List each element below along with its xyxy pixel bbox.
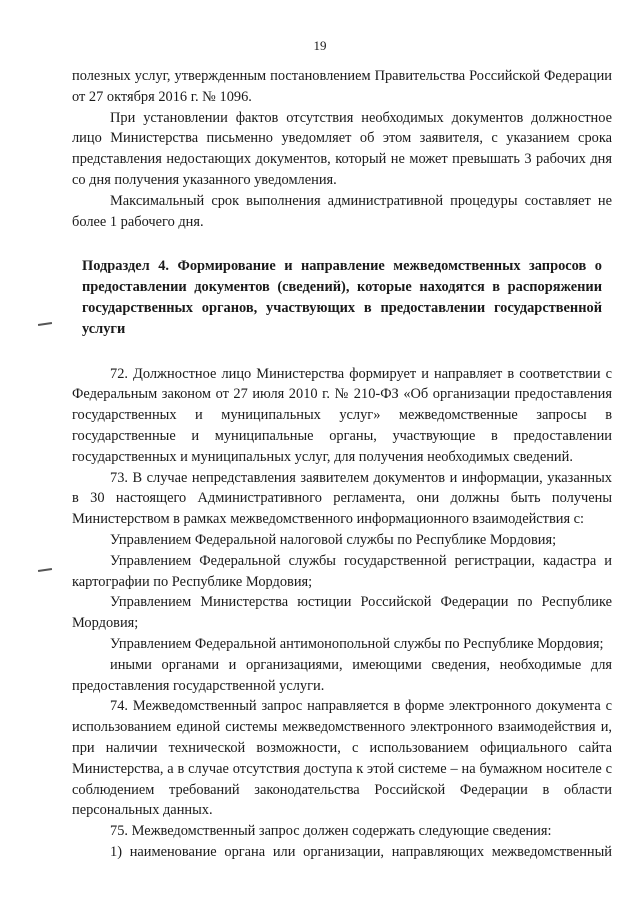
section-heading: Подраздел 4. Формирование и направление межведомственных запросов о предоставлении документов (сведений), которые находятся в распоряжении государственных органов, участвующих в предоставлении государственной услуги (82, 258, 602, 337)
list-item: Управлением Федеральной службы государственной регистрации, кадастра и картографии по Республике Мордовия; (72, 552, 612, 590)
page-number: 19 (313, 38, 327, 53)
paragraph: 74. Межведомственный запрос направляется в форме электронного документа с использованием единой системы межведомственного электронного взаимодействия и, при наличии технической возможности, с использованием официального сайта Министерства, а в случае отсутствия доступа к этой системе – на бумажном носителе с соблюдением требований законодательства Российской Федерации в области персональных данных. (72, 698, 612, 819)
paragraph: 72. Должностное лицо Министерства формирует и направляет в соответствии с Федеральным законом от 27 июля 2010 г. № 210-ФЗ «Об организации предоставления государственных и муниципальных услуг» межведомственные запросы в государственные и муниципальные органы, участвующие в предоставлении государственных и муниципальных услуг, для получения необходимых сведений. (72, 365, 612, 465)
margin-mark (38, 568, 52, 572)
paragraph: При установлении фактов отсутствия необходимых документов должностное лицо Министерства письменно уведомляет об этом заявителя, с указанием срока представления недостающих документов, который не может превышать 3 рабочих дня со дня получения указанного уведомления. (72, 109, 612, 188)
list-item: Управлением Федеральной антимонопольной службы по Республике Мордовия; (110, 635, 604, 652)
list-item: иными органами и организациями, имеющими сведения, необходимые для предоставления государственной услуги. (72, 656, 612, 694)
paragraph: 73. В случае непредставления заявителем документов и информации, указанных в 30 настоящего Административного регламента, они должны быть получены Министерством в рамках межведомственного информационного взаимодействия с: (72, 469, 612, 528)
margin-mark (38, 322, 52, 326)
paragraph: Максимальный срок выполнения административной процедуры составляет не более 1 рабочего дня. (72, 192, 612, 230)
document-body (72, 66, 612, 863)
list-item: Управлением Федеральной налоговой службы по Республике Мордовия; (110, 531, 557, 548)
list-item: Управлением Министерства юстиции Российской Федерации по Республике Мордовия; (72, 594, 612, 632)
paragraph: полезных услуг, утвержденным постановлением Правительства Российской Федерации от 27 октября 2016 г. № 1096. (72, 68, 612, 105)
paragraph: 75. Межведомственный запрос должен содержать следующие сведения: (110, 823, 552, 840)
paragraph: 1) наименование органа или организации, направляющих межведомственный (110, 843, 612, 860)
